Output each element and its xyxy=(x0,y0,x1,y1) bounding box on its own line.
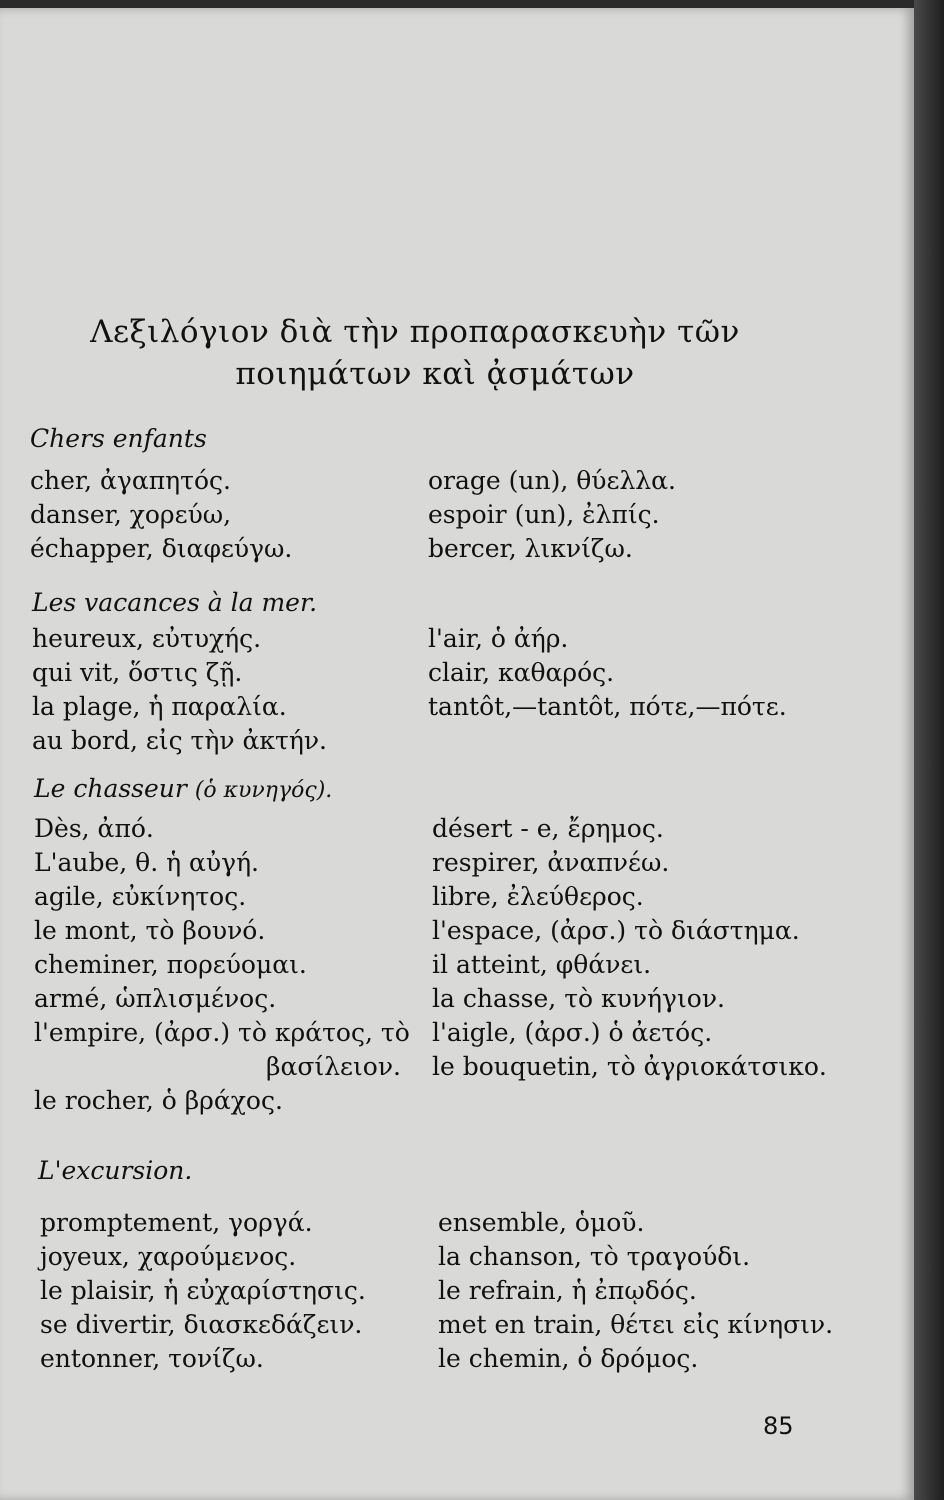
vocab-entry: promptement, γοργά. xyxy=(40,1208,313,1237)
vocab-column-left-3 xyxy=(34,812,410,1118)
section-heading-vacances: Les vacances à la mer. xyxy=(32,588,318,617)
vocab-entry: L'aube, θ. ἡ αὐγή. xyxy=(34,848,259,877)
vocab-entry: le mont, τὸ βουνό. xyxy=(34,916,266,945)
vocab-entry: l'air, ὁ ἀήρ. xyxy=(428,624,569,653)
vocab-entry: heureux, εὐτυχής. xyxy=(32,624,262,653)
vocab-column-left-4 xyxy=(40,1206,366,1376)
vocab-entry: entonner, τονίζω. xyxy=(40,1344,264,1373)
vocab-entry: l'empire, (ἀρσ.) τὸ κράτος, τὸ xyxy=(34,1018,410,1047)
vocab-column-left-1 xyxy=(30,464,292,566)
vocab-entry: le chemin, ὁ δρόμος. xyxy=(438,1344,699,1373)
vocab-entry: cher, ἀγαπητός. xyxy=(30,466,231,495)
section-heading-text: Le chasseur xyxy=(34,774,187,803)
vocab-entry: désert - e, ἔρημος. xyxy=(432,814,664,843)
vocab-entry: agile, εὐκίνητος. xyxy=(34,882,247,911)
vocab-entry: tantôt,—tantôt, πότε,—πότε. xyxy=(428,692,787,721)
section-heading-chasseur xyxy=(34,774,332,803)
vocab-entry: le rocher, ὁ βράχος. xyxy=(34,1086,283,1115)
vocab-entry: orage (un), θύελλα. xyxy=(428,466,676,495)
vocab-entry: la chasse, τὸ κυνήγιον. xyxy=(432,984,725,1013)
vocab-entry-continuation: βασίλειον. xyxy=(266,1052,401,1081)
vocab-entry: bercer, λικνίζω. xyxy=(428,534,633,563)
vocab-entry: le refrain, ἡ ἐπῳδός. xyxy=(438,1276,697,1305)
page-title-line-1: Λεξιλόγιον διὰ τὴν προπαρασκευὴν τῶν xyxy=(90,314,740,350)
page-number: 85 xyxy=(763,1412,794,1440)
section-heading-greek: (ὁ κυνηγός). xyxy=(194,778,333,803)
section-heading-excursion: L'excursion. xyxy=(38,1156,193,1185)
vocab-entry: le bouquetin, τὸ ἀγριοκάτσικο. xyxy=(432,1052,827,1081)
vocab-entry: met en train, θέτει εἰς κίνησιν. xyxy=(438,1310,834,1339)
vocab-entry: au bord, εἰς τὴν ἀκτήν. xyxy=(32,726,327,755)
vocab-column-left-2 xyxy=(32,622,327,758)
vocab-entry: échapper, διαφεύγω. xyxy=(30,534,293,563)
vocab-entry: l'espace, (ἀρσ.) τὸ διάστημα. xyxy=(432,916,800,945)
book-page xyxy=(0,8,914,1500)
vocab-column-right-3 xyxy=(432,812,827,1084)
vocab-entry: cheminer, πορεύομαι. xyxy=(34,950,307,979)
vocab-column-right-2 xyxy=(428,622,787,724)
vocab-entry: Dès, ἀπό. xyxy=(34,814,154,843)
page-title-line-2: ποιημάτων καὶ ᾀσμάτων xyxy=(235,356,635,392)
vocab-entry: la plage, ἡ παραλία. xyxy=(32,692,287,721)
section-heading-chers-enfants: Chers enfants xyxy=(30,424,207,453)
vocab-entry: danser, χορεύω, xyxy=(30,500,232,529)
vocab-entry: respirer, ἀναπνέω. xyxy=(432,848,670,877)
vocab-entry: armé, ὡπλισμένος. xyxy=(34,984,277,1013)
vocab-entry: il atteint, φθάνει. xyxy=(432,950,652,979)
vocab-entry: ensemble, ὁμοῦ. xyxy=(438,1208,645,1237)
vocab-entry: qui vit, ὅστις ζῇ. xyxy=(32,658,243,687)
book-edge xyxy=(914,0,944,1500)
vocab-entry: libre, ἐλεύθερος. xyxy=(432,882,644,911)
vocab-entry: l'aigle, (ἀρσ.) ὁ ἀετός. xyxy=(432,1018,713,1047)
vocab-entry: joyeux, χαρούμενος. xyxy=(40,1242,297,1271)
vocab-entry: espoir (un), ἐλπίς. xyxy=(428,500,660,529)
vocab-entry: la chanson, τὸ τραγούδι. xyxy=(438,1242,751,1271)
vocab-column-right-1 xyxy=(428,464,676,566)
vocab-entry: clair, καθαρός. xyxy=(428,658,615,687)
vocab-column-right-4 xyxy=(438,1206,833,1376)
vocab-entry: le plaisir, ἡ εὐχαρίστησις. xyxy=(40,1276,366,1305)
vocab-entry: se divertir, διασκεδάζειν. xyxy=(40,1310,363,1339)
